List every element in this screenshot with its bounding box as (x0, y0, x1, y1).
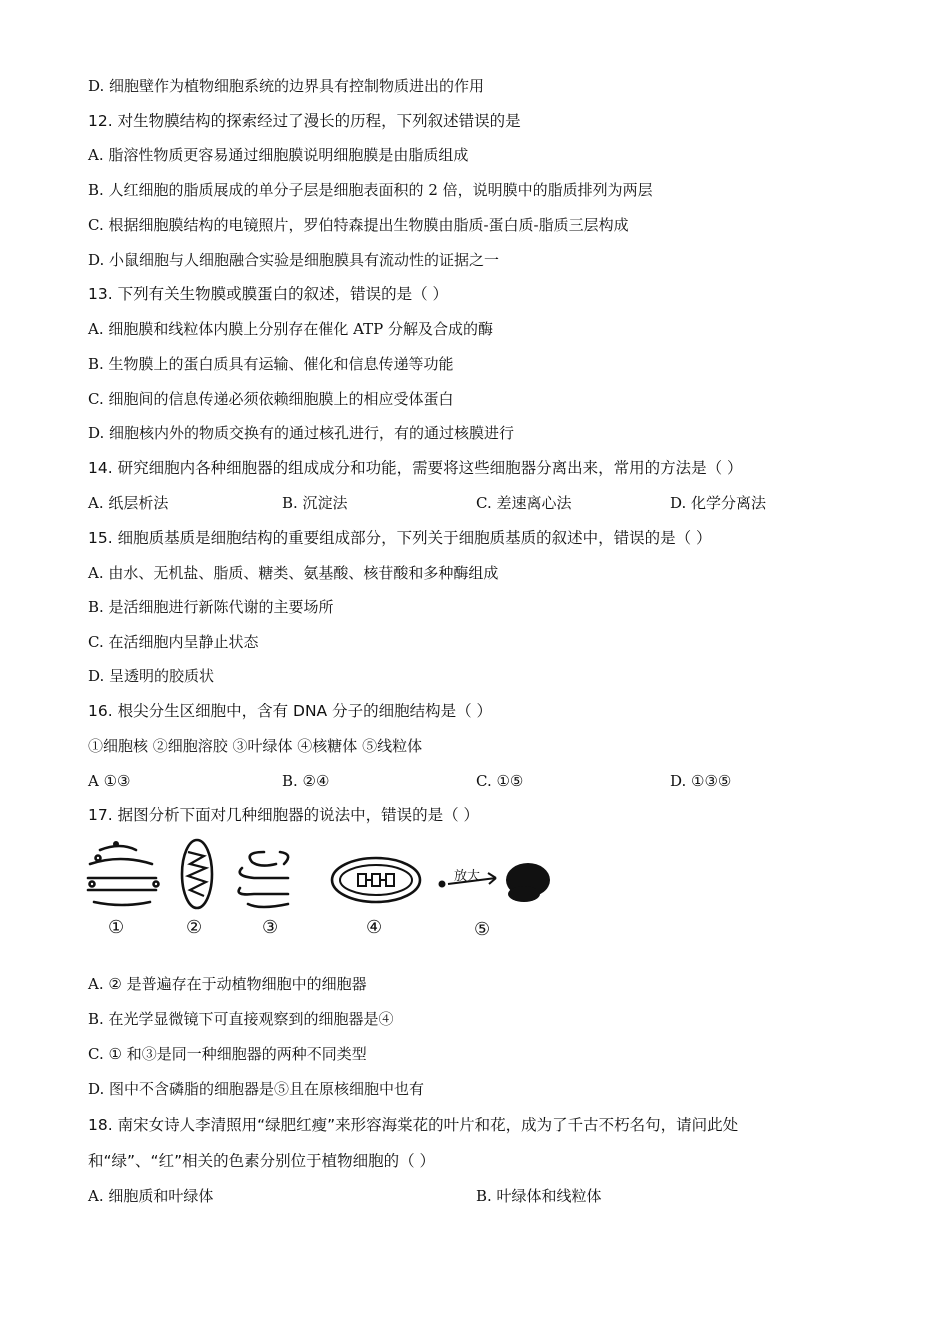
q16-option-c: C. ①⑤ (476, 772, 524, 790)
q15-option-c: C. 在活细胞内呈静止状态 (88, 633, 259, 651)
q18-stem-line1: 18. 南宋女诗人李清照用“绿肥红瘦”来形容海棠花的叶片和花，成为了千古不朽名句，请问此处 (88, 1116, 739, 1134)
q14-option-a: A. 纸层析法 (88, 494, 169, 512)
q15-stem: 15. 细胞质基质是细胞结构的重要组成部分，下列关于细胞质基质的叙述中，错误的是（ ） (88, 529, 712, 547)
q12-stem: 12. 对生物膜结构的探索经过了漫长的历程，下列叙述错误的是 (88, 112, 521, 130)
q14-option-d: D. 化学分离法 (670, 494, 767, 512)
q17-option-c: C. ① 和③是同一种细胞器的两种不同类型 (88, 1045, 367, 1063)
q18-option-b: B. 叶绿体和线粒体 (476, 1187, 602, 1205)
q14-stem: 14. 研究细胞内各种细胞器的组成成分和功能，需要将这些细胞器分离出来，常用的方法是（ ） (88, 459, 743, 477)
q15-option-a: A. 由水、无机盐、脂质、糖类、氨基酸、核苷酸和多种酶组成 (88, 564, 499, 582)
q17-option-b: B. 在光学显微镜下可直接观察到的细胞器是④ (88, 1010, 394, 1028)
q12-option-b: B. 人红细胞的脂质展成的单分子层是细胞表面积的 2 倍，说明膜中的脂质排列为两层 (88, 181, 653, 199)
organelle-4-chloroplast-icon (332, 858, 420, 902)
q18-stem-line2: 和“绿”、“红”相关的色素分别位于植物细胞的（ ） (88, 1152, 436, 1170)
q17-option-d: D. 图中不含磷脂的细胞器是⑤且在原核细胞中也有 (88, 1080, 425, 1098)
q11-option-d: D. 细胞壁作为植物细胞系统的边界具有控制物质进出的作用 (88, 77, 485, 95)
q14-option-b: B. 沉淀法 (282, 494, 348, 512)
q16-stem: 16. 根尖分生区细胞中，含有 DNA 分子的细胞结构是（ ） (88, 702, 492, 720)
q13-option-a: A. 细胞膜和线粒体内膜上分别存在催化 ATP 分解及合成的酶 (88, 320, 494, 338)
organelle-figure (84, 838, 564, 948)
figure-label-4: ④ (366, 917, 383, 938)
q17-stem: 17. 据图分析下面对几种细胞器的说法中，错误的是（ ） (88, 806, 480, 824)
q16-option-d: D. ①③⑤ (670, 772, 732, 790)
q15-option-d: D. 呈透明的胶质状 (88, 667, 215, 685)
q16-option-a: A ①③ (88, 772, 131, 790)
q12-option-d: D. 小鼠细胞与人细胞融合实验是细胞膜具有流动性的证据之一 (88, 251, 500, 269)
organelle-3-er-icon (239, 852, 289, 907)
q16-choices: ①细胞核 ②细胞溶胶 ③叶绿体 ④核糖体 ⑤线粒体 (88, 737, 423, 755)
q14-option-c: C. 差速离心法 (476, 494, 572, 512)
q13-stem: 13. 下列有关生物膜或膜蛋白的叙述，错误的是（ ） (88, 285, 449, 303)
figure-label-2: ② (186, 917, 203, 938)
figure-label-1: ① (108, 917, 125, 938)
q12-option-a: A. 脂溶性物质更容易通过细胞膜说明细胞膜是由脂质组成 (88, 146, 469, 164)
q12-option-c: C. 根据细胞膜结构的电镜照片，罗伯特森提出生物膜由脂质-蛋白质-脂质三层构成 (88, 216, 629, 234)
q15-option-b: B. 是活细胞进行新陈代谢的主要场所 (88, 598, 334, 616)
q13-option-b: B. 生物膜上的蛋白质具有运输、催化和信息传递等功能 (88, 355, 454, 373)
figure-label-3: ③ (262, 917, 279, 938)
q13-option-c: C. 细胞间的信息传递必须依赖细胞膜上的相应受体蛋白 (88, 390, 454, 408)
q16-option-b: B. ②④ (282, 772, 330, 790)
q13-option-d: D. 细胞核内外的物质交换有的通过核孔进行，有的通过核膜进行 (88, 424, 515, 442)
enlarge-label: 放大 (454, 869, 481, 884)
organelle-1-golgi-icon (88, 841, 159, 905)
organelle-2-mitochondrion-icon (182, 840, 212, 908)
q18-option-a: A. 细胞质和叶绿体 (88, 1187, 214, 1205)
figure-label-5: ⑤ (474, 919, 491, 940)
q17-option-a: A. ② 是普遍存在于动植物细胞中的细胞器 (88, 975, 367, 993)
